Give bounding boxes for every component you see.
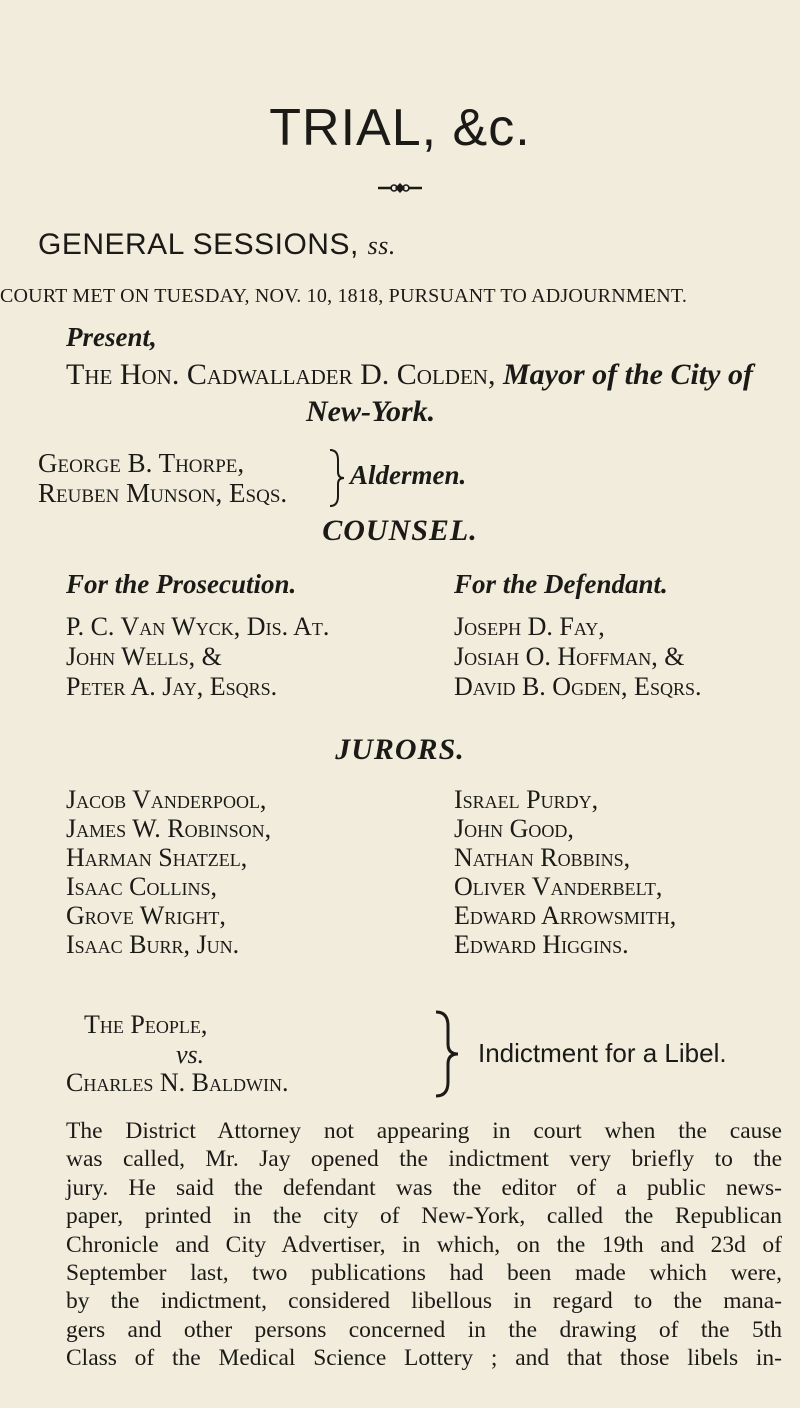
alderman-name: Reuben Munson, Esqs. — [38, 478, 288, 508]
session-ss: ss. — [367, 231, 396, 260]
case-vs: vs. — [176, 1040, 205, 1069]
body-line: September last, two publications had been made which were, — [66, 1260, 782, 1287]
juror-name: James W. Robinson, — [66, 814, 272, 843]
defendant-counsel-name: Josiah O. Hoffman, & — [454, 642, 685, 671]
juror-name: Nathan Robbins, — [454, 843, 631, 872]
counsel-heading: COUNSEL. — [322, 514, 478, 547]
juror-name: Harman Shatzel, — [66, 843, 248, 872]
present-label: Present, — [66, 322, 157, 352]
body-line: jury. He said the defendant was the editor of a public news- — [66, 1174, 782, 1201]
body-line: by the indictment, considered libellous in regard to the mana- — [66, 1288, 782, 1315]
jurors-heading: JURORS. — [335, 733, 465, 766]
case-charge: Indictment for a Libel. — [478, 1038, 727, 1068]
session-heading-text: GENERAL SESSIONS, — [38, 228, 359, 261]
juror-name: Isaac Collins, — [66, 872, 218, 901]
case-plaintiff: The People, — [84, 1010, 208, 1039]
prosecution-heading: For the Prosecution. — [66, 569, 297, 599]
prosecution-counsel-name: Peter A. Jay, Esqrs. — [66, 672, 278, 701]
prosecution-counsel-name: P. C. Van Wyck, Dis. At. — [66, 612, 330, 641]
juror-name: Isaac Burr, Jun. — [66, 930, 240, 959]
juror-name: Oliver Vanderbelt, — [454, 872, 663, 901]
session-heading — [38, 228, 396, 262]
mayor-office: Mayor of the City of — [502, 358, 753, 391]
right-brace-icon — [432, 1008, 462, 1105]
juror-name: John Good, — [454, 814, 574, 843]
juror-name: Grove Wright, — [66, 901, 226, 930]
alderman-name: George B. Thorpe, — [38, 448, 245, 478]
body-paragraph — [66, 1117, 782, 1373]
court-line: COURT MET ON TUESDAY, NOV. 10, 1818, PURSUANT TO ADJOURNMENT. — [0, 285, 688, 307]
body-line: gers and other persons concerned in the drawing of the 5th — [66, 1316, 782, 1343]
defendant-counsel-name: David B. Ogden, Esqrs. — [454, 672, 702, 701]
defendant-counsel-name: Joseph D. Fay, — [454, 612, 605, 641]
prosecution-counsel-name: John Wells, & — [66, 642, 222, 671]
right-brace-icon — [328, 448, 346, 513]
aldermen-label: Aldermen. — [350, 460, 467, 490]
case-defendant: Charles N. Baldwin. — [66, 1068, 289, 1097]
juror-name: Edward Higgins. — [454, 930, 629, 959]
body-line: The District Attorney not appearing in court when the cause — [66, 1118, 782, 1144]
body-line: Chronicle and City Advertiser, in which, on the 19th and 23d of — [66, 1231, 782, 1258]
juror-name: Jacob Vanderpool, — [66, 785, 267, 814]
juror-name: Edward Arrowsmith, — [454, 901, 677, 930]
body-line: Class of the Medical Science Lottery ; and that those libels in- — [66, 1345, 782, 1372]
body-line: was called, Mr. Jay opened the indictment very briefly to the — [66, 1146, 782, 1173]
body-line: paper, printed in the city of New-York, called the Republican — [66, 1203, 782, 1230]
mayor-line-2: New-York. — [306, 395, 436, 428]
separator-ornament-icon — [0, 180, 800, 198]
page-title: TRIAL, &c. — [269, 99, 531, 157]
mayor-line-1 — [66, 358, 753, 392]
mayor-name: The Hon. Cadwallader D. Colden, — [66, 358, 496, 391]
juror-name: Israel Purdy, — [454, 785, 599, 814]
defendant-heading: For the Defendant. — [454, 569, 668, 599]
